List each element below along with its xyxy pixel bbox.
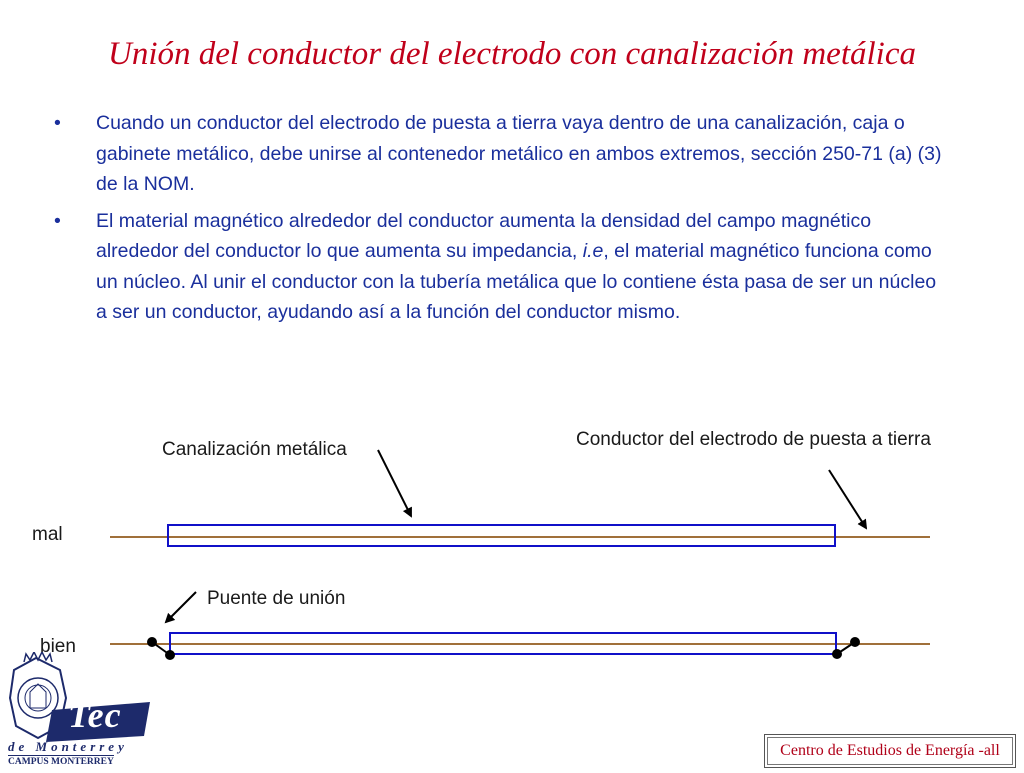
bonding-point — [850, 637, 860, 647]
raceway-label: Canalización metálica — [162, 439, 347, 460]
raceway-bad — [168, 525, 835, 546]
bonding-point — [832, 649, 842, 659]
footer-text: Centro de Estudios de Energía -all — [780, 742, 1000, 759]
bullet-symbol: • — [54, 112, 61, 134]
conductor-arrow — [829, 470, 866, 528]
bonding-jumper-label: Puente de unión — [207, 588, 346, 609]
bullet-symbol: • — [54, 209, 61, 232]
emphasis-text: i.e — [582, 240, 604, 262]
logo-subtitle: de Monterrey — [8, 739, 128, 754]
bad-label: mal — [32, 524, 63, 545]
raceway-arrow — [378, 450, 411, 516]
footer-box — [764, 734, 1016, 768]
bonding-jumper-arrow — [166, 592, 196, 622]
bullet-text: Cuando un conductor del electrodo de puesta a tierra vaya dentro de una canalización, caja o gabinete metálico, debe unirse al contenedor metálico en ambos extremos, sección 250-71 (a) (3) de la NOM. — [96, 112, 942, 195]
bonding-point — [165, 650, 175, 660]
bonding-point — [147, 637, 157, 647]
bullet-text: El material magnético alrededor del conductor aumenta la densidad del campo magnético alrededor del conductor lo que aumenta su impedancia, i.e, el material magnético funciona como un núcleo. Al unir el conductor con la tubería metálica que lo contiene ésta pasa de ser un núcleo a ser un conductor, ayudando así a la función del conductor mismo. — [96, 209, 937, 323]
conductor-label: Conductor del electrodo de puesta a tierra — [576, 429, 931, 450]
slide-title: Unión del conductor del electrodo con canalización metálica — [107, 36, 916, 72]
logo-wordmark: Tec — [68, 695, 122, 735]
tec-logo — [4, 652, 154, 768]
good-label: bien — [40, 636, 76, 657]
logo-campus: CAMPUS MONTERREY — [8, 757, 114, 767]
